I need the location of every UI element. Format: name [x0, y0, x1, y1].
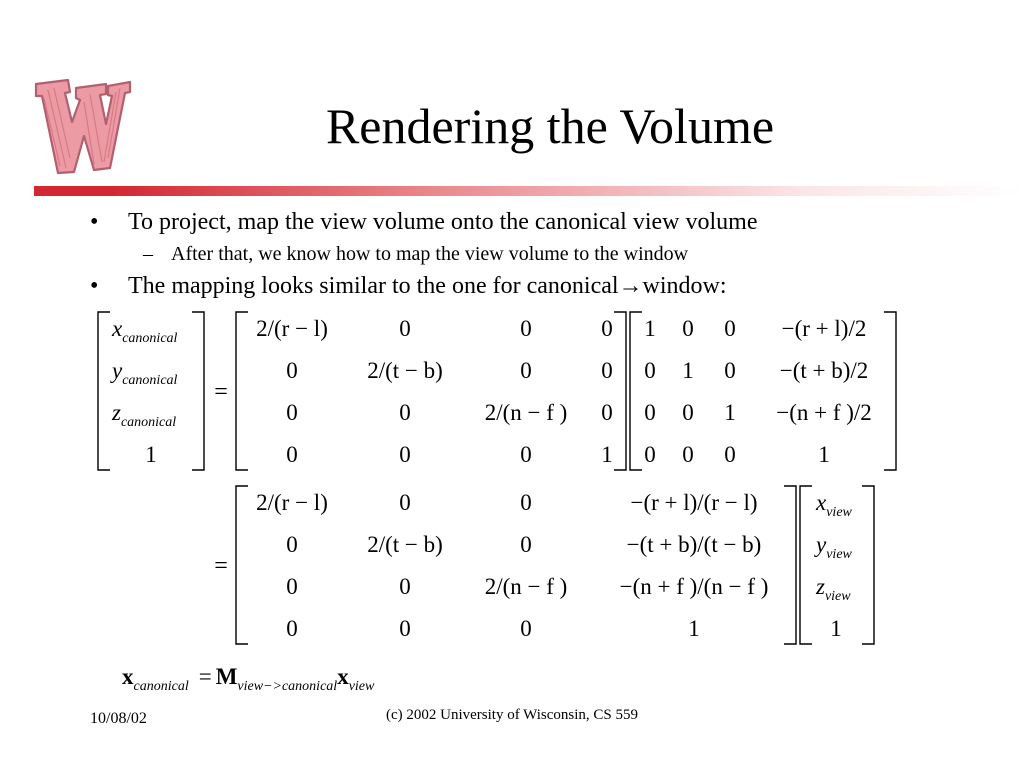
- rhs-vector: [814, 490, 853, 641]
- matrix-cell: 0: [644, 358, 656, 383]
- matrix-cell: −(r + l)/2: [781, 316, 867, 341]
- matrix-cell: 1: [724, 400, 736, 425]
- matrix-cell: −(n + f )/(n − f ): [619, 574, 769, 599]
- equals-sign: =: [214, 553, 228, 579]
- equals-sign: =: [214, 379, 228, 405]
- combined-matrix: [256, 490, 768, 641]
- matrix-cell: 1: [601, 442, 613, 467]
- matrix-cell: −(t + b)/2: [779, 358, 869, 383]
- matrix-cell: 0: [644, 400, 656, 425]
- matrix-cell: 1: [818, 442, 830, 467]
- matrix-cell: 0: [520, 532, 532, 557]
- matrix-cell: 0: [286, 616, 298, 641]
- matrix-cell: 0: [399, 616, 411, 641]
- matrix-cell: 0: [724, 442, 736, 467]
- sub-bullet-text: After that, we know how to map the view volume to the window: [171, 243, 689, 265]
- matrix-cell: 0: [520, 442, 532, 467]
- matrix-cell: 2/(n − f ): [484, 400, 568, 425]
- scale-matrix-left-bracket: [236, 312, 248, 470]
- slide-title: Rendering the Volume: [325, 98, 775, 154]
- rhs-entry: $z_{view}$: [816, 574, 851, 604]
- matrix-cell: 0: [644, 442, 656, 467]
- rhs-entry: 1: [830, 616, 842, 641]
- rhs-vector-left-bracket: [800, 486, 812, 644]
- lhs-entry: 1: [145, 442, 157, 467]
- matrix-cell: 1: [644, 316, 656, 341]
- bullet-text: To project, map the view volume onto the canonical view volume: [128, 209, 758, 235]
- lhs-entry: $y_{canonical}$: [112, 358, 178, 388]
- matrix-cell: 0: [724, 316, 736, 341]
- matrix-cell: 0: [520, 316, 532, 341]
- lhs-vector-right-bracket: [192, 312, 204, 470]
- matrix-cell: 0: [399, 316, 411, 341]
- matrix-cell: 2/(t − b): [367, 532, 443, 557]
- matrix-cell: 1: [682, 358, 694, 383]
- matrix-cell: 0: [286, 400, 298, 425]
- matrix-cell: 0: [399, 400, 411, 425]
- footer-copyright: (c) 2002 University of Wisconsin, CS 559: [385, 707, 639, 723]
- matrix-cell: 2/(r − l): [256, 316, 328, 341]
- rhs-entry: $x_{view}$: [816, 490, 852, 520]
- footer-date: 10/08/02: [90, 710, 147, 727]
- matrix-cell: 0: [724, 358, 736, 383]
- matrix-cell: 0: [601, 400, 613, 425]
- matrix-cell: 0: [520, 490, 532, 515]
- matrix-cell: 0: [601, 316, 613, 341]
- translate-matrix-right-bracket: [884, 312, 896, 470]
- rhs-entry: $y_{view}$: [816, 532, 852, 562]
- matrix-cell: 0: [682, 316, 694, 341]
- matrix-cell: 0: [399, 490, 411, 515]
- matrix-cell: 0: [601, 358, 613, 383]
- lhs-entry: $x_{canonical}$: [112, 316, 178, 346]
- matrix-cell: 0: [682, 400, 694, 425]
- bullet-mark: •: [90, 209, 99, 235]
- summary-formula: $x_{canonical} = M_{view->canonical}x_{view}$: [122, 664, 375, 694]
- combined-matrix-right-bracket: [784, 486, 796, 644]
- translate-matrix-left-bracket: [630, 312, 642, 470]
- matrix-cell: 2/(t − b): [367, 358, 443, 383]
- lhs-entry: $z_{canonical}$: [112, 400, 177, 430]
- bullet-mark: •: [90, 273, 99, 299]
- bullet-text: The mapping looks similar to the one for canonical→window:: [128, 273, 727, 299]
- matrix-cell: 0: [520, 616, 532, 641]
- matrix-cell: −(r + l)/(r − l): [630, 490, 758, 515]
- matrix-cell: −(t + b)/(t − b): [626, 532, 762, 557]
- matrix-cell: 0: [399, 574, 411, 599]
- matrix-cell: 0: [286, 574, 298, 599]
- matrix-cell: 0: [399, 442, 411, 467]
- scale-matrix: [256, 316, 613, 467]
- combined-matrix-left-bracket: [236, 486, 248, 644]
- scale-matrix-right-bracket: [614, 312, 626, 470]
- matrix-cell: 1: [688, 616, 700, 641]
- matrix-cell: 2/(r − l): [256, 490, 328, 515]
- lhs-vector: [110, 316, 178, 467]
- matrix-cell: 0: [286, 532, 298, 557]
- rhs-vector-right-bracket: [862, 486, 874, 644]
- translate-matrix: [644, 316, 872, 467]
- sub-bullet-mark: –: [143, 243, 153, 265]
- matrix-cell: 2/(n − f ): [484, 574, 568, 599]
- matrix-cell: 0: [520, 358, 532, 383]
- matrix-cell: 0: [682, 442, 694, 467]
- lhs-vector-left-bracket: [98, 312, 110, 470]
- matrix-cell: 0: [286, 442, 298, 467]
- matrix-cell: 0: [286, 358, 298, 383]
- matrix-cell: −(n + f )/2: [776, 400, 872, 425]
